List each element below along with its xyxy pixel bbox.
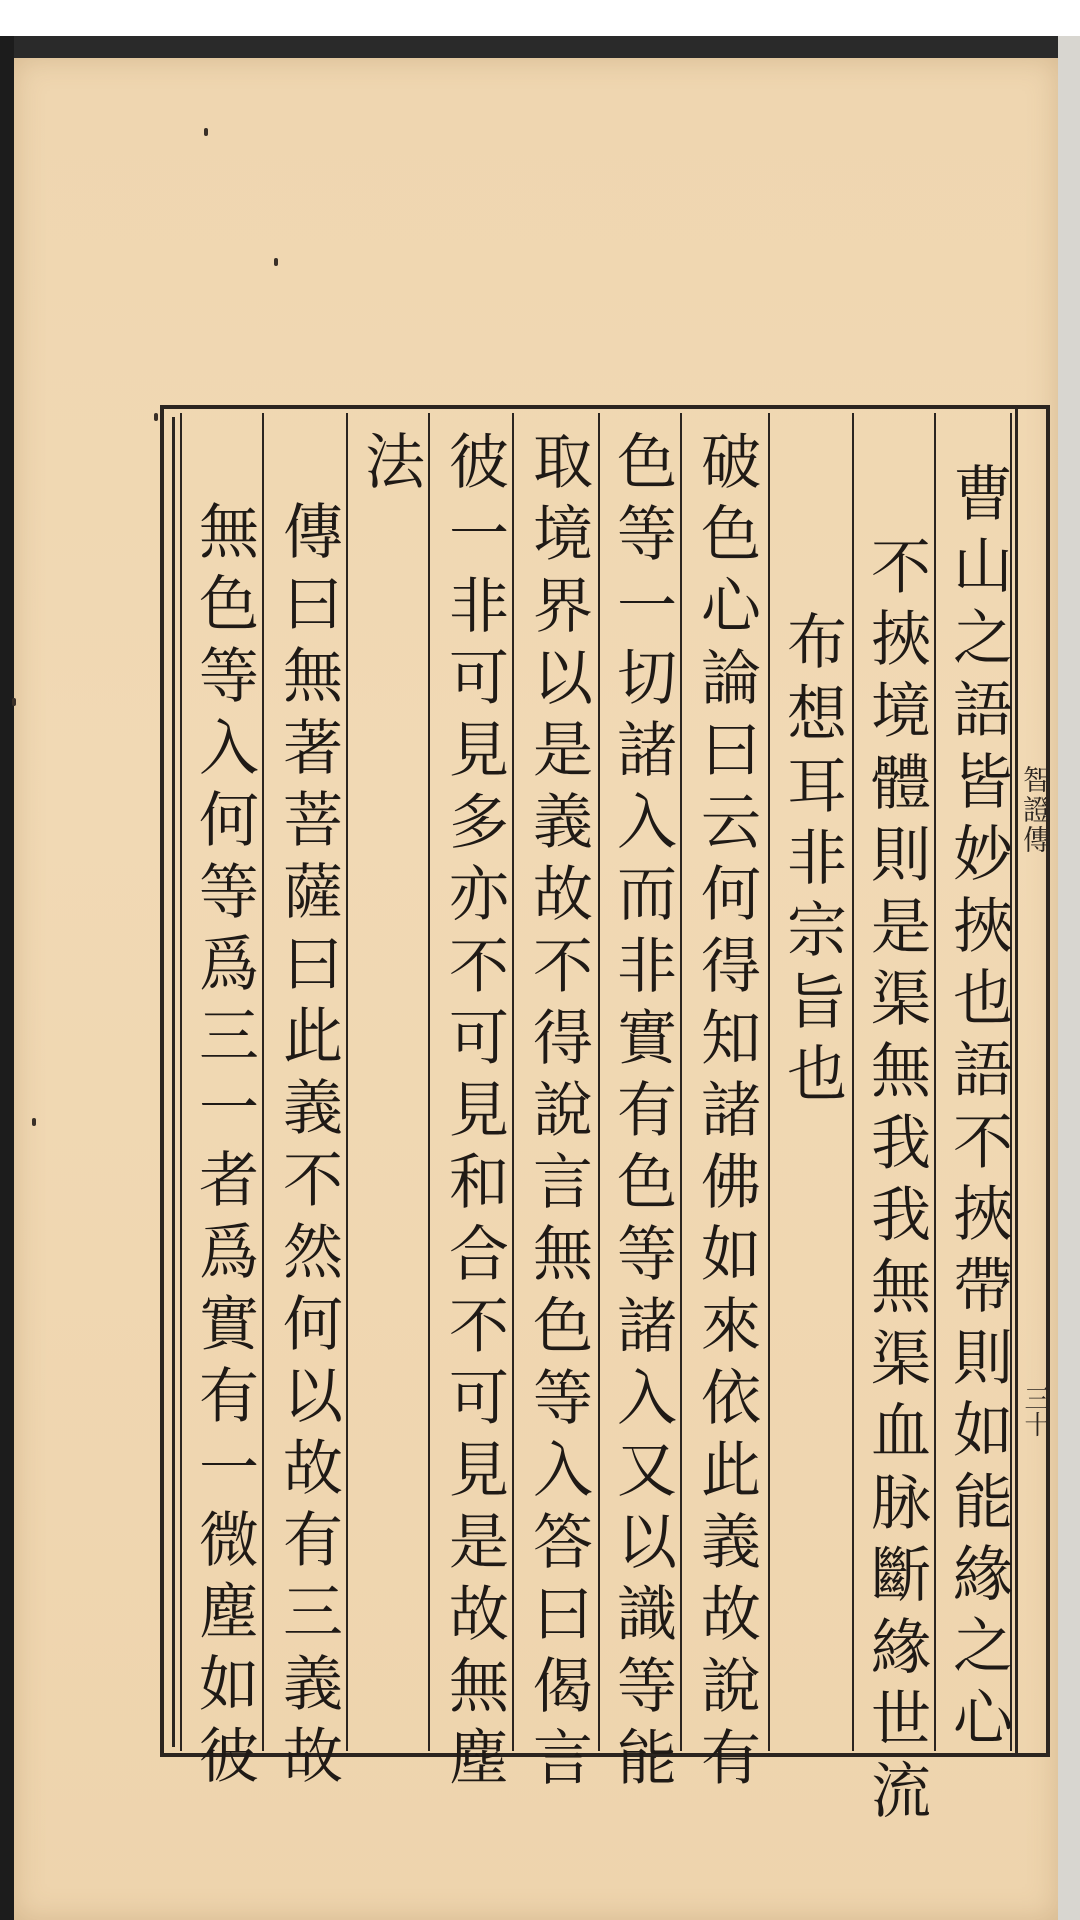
column-rule (934, 413, 936, 1751)
gutter-title: 智證傳 (1019, 765, 1052, 855)
text-column-9: 傳曰無著菩薩曰此義不然何以故有三義故 (273, 500, 343, 1796)
column-rule (512, 413, 514, 1751)
column-rule (680, 413, 682, 1751)
text-column-7: 彼一非可見多亦不可見和合不可見是故無塵 (439, 430, 509, 1798)
column-rule (598, 413, 600, 1751)
ink-speck (32, 1118, 36, 1126)
column-rule (180, 413, 182, 1751)
text-column-8: 法 (355, 430, 425, 502)
text-column-6: 取境界以是義故不得說言無色等入答曰偈言 (523, 430, 593, 1798)
column-rule (852, 413, 854, 1751)
column-rule (262, 413, 264, 1751)
ink-speck (274, 258, 278, 266)
ink-speck (154, 413, 158, 421)
text-column-5: 色等一切諸入而非實有色等諸入又以識等能 (607, 430, 677, 1798)
top-margin (0, 0, 1080, 36)
text-column-10: 無色等入何等爲三一者爲實有一微塵如彼 (189, 500, 259, 1796)
column-rule (346, 413, 348, 1751)
ink-speck (204, 128, 208, 136)
gutter-folio: 三十 (1020, 1385, 1050, 1437)
center-gutter (1015, 405, 1050, 1757)
scan-left-border (0, 36, 14, 1920)
ink-speck (12, 698, 16, 706)
column-rule (428, 413, 430, 1751)
scan-right-border (1058, 36, 1080, 1920)
text-column-1: 曹山之語皆妙挾也語不挾帶則如能緣之心 (943, 462, 1013, 1758)
text-column-3: 布想耳非宗旨也 (777, 610, 847, 1114)
scan-top-border (0, 36, 1080, 58)
text-column-2: 不挾境體則是渠無我我無渠血脉斷緣世流 (861, 535, 931, 1831)
column-rule (768, 413, 770, 1751)
text-column-4: 破色心論曰云何得知諸佛如來依此義故說有 (691, 430, 761, 1798)
